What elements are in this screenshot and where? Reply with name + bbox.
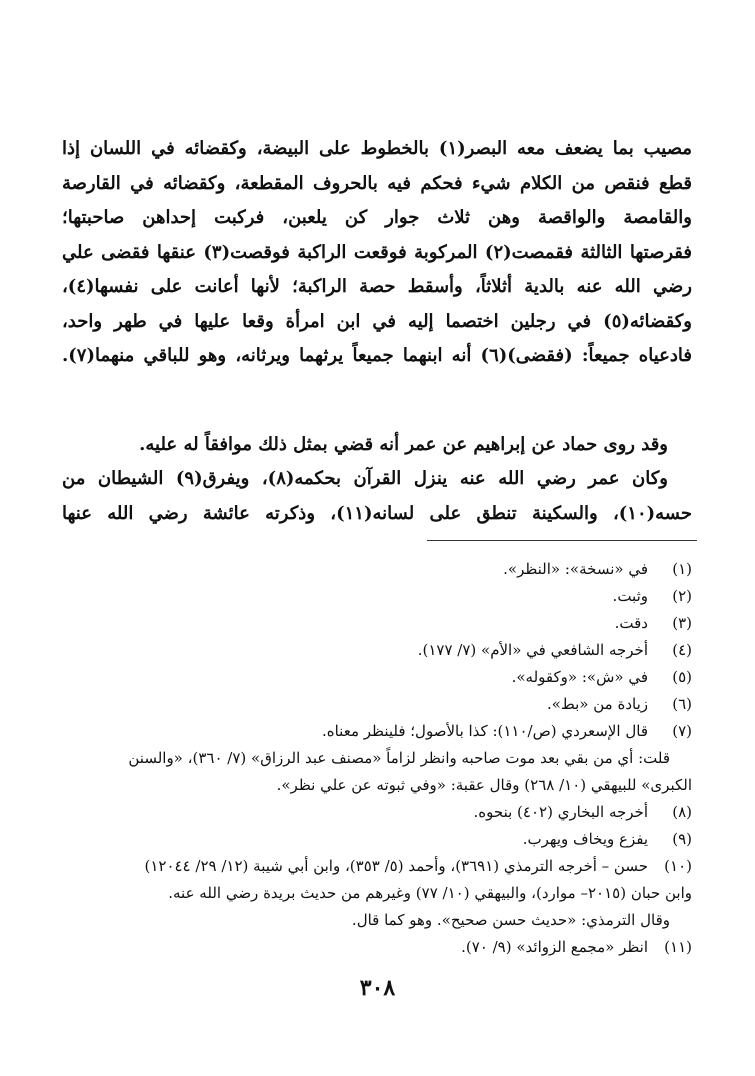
footnote-text: وقال الترمذي: «حديث حسن صحيح». وهو كما قال. (351, 911, 670, 929)
footnote-text: في «نسخة»: «النظر». (503, 560, 648, 578)
footnote-number: (٤) (672, 641, 692, 659)
text-line: وكقضائه(٥) في رجلين اختصما إليه في ابن امرأة وقعا عليها في طهر واحد، (62, 310, 692, 332)
text-line: حسه(١٠)، والسكينة تنطق على لسانه(١١)، وذكرته عائشة رضي الله عنها (62, 502, 692, 524)
footnote-text: حسن – أخرجه الترمذي (٣٦٩١)، وأحمد (٥/ ٣٥٣)، وابن أبي شيبة (١٢/ ٢٩/ ١٢٠٤٤) (144, 857, 648, 875)
text-line: رضي الله عنه بالدية أثلاثاً، وأسقط حصة الراكبة؛ لأنها أعانت على نفسها(٤)، (62, 276, 692, 297)
text-line: والقامصة والواقصة وهن ثلاث جوار كن يلعبن، فركبت إحداهن صاحبتها؛ (62, 207, 692, 228)
footnote-text: أخرجه البخاري (٤٠٢) بنحوه. (473, 803, 648, 821)
footnote-continuation (62, 880, 692, 907)
text-line: قطع فنقص من الكلام شيء فحكم فيه بالحروف المقطعة، وكقضائه في القارصة (62, 172, 692, 194)
footnote-text: وثبت. (612, 587, 648, 605)
footnote-text: دقت. (614, 614, 648, 632)
footnote (62, 853, 692, 880)
footnote (62, 556, 692, 583)
page-number: ٣٠٨ (359, 975, 396, 1001)
footnote (62, 610, 692, 637)
footnote-text: انظر «مجمع الزوائد» (٩/ ٧٠). (461, 938, 648, 956)
footnote-number: (٩) (672, 830, 692, 848)
footnote (62, 718, 692, 745)
footnote-text: الكبرى» للبيهقي (١٠/ ٢٦٨) وقال عقبة: «وفي ثبوته عن علي نظر». (276, 776, 692, 794)
footnote-separator (427, 540, 697, 541)
footnote-number: (١١) (664, 938, 692, 956)
footnote (62, 799, 692, 826)
footnote-number: (٧) (672, 722, 692, 740)
footnote-text: قلت: أي من بقي بعد موت صاحبه وانظر لزاماً «مصنف عبد الرزاق» (٧/ ٣٦٠)، «والسنن (128, 749, 670, 767)
footnote-number: (٣) (672, 614, 692, 632)
footnote-continuation (62, 772, 692, 799)
footnote (62, 826, 692, 853)
footnote-text: وابن حبان (٢٠١٥– موارد)، والبيهقي (١٠/ ٧٧) وغيرهم من حديث بريدة رضي الله عنه. (168, 884, 692, 902)
footnote-continuation (62, 745, 692, 772)
footnote-number: (١٠) (664, 857, 692, 875)
footnote-text: يفزع ويخاف ويهرب. (522, 830, 648, 848)
footnote-number: (٢) (672, 587, 692, 605)
text-line: وقد روى حماد عن إبراهيم عن عمر أنه قضي بمثل ذلك موافقاً له عليه. (139, 434, 668, 455)
footnote-number: (٥) (672, 668, 692, 686)
paragraph-1 (62, 132, 692, 374)
footnote (62, 583, 692, 610)
footnote (62, 934, 692, 961)
text-line: مصيب بما يضعف معه البصر(١) بالخطوط على البيضة، وكقضائه في اللسان إذا (62, 138, 692, 159)
footnote (62, 691, 692, 718)
footnote-continuation (62, 907, 692, 934)
text-line: فادعياه جميعاً: (فقضى)(٦) أنه ابنهما جميعاً يرثهما ويرثانه، وهو للباقي منهما(٧). (62, 345, 692, 366)
footnote-text: أخرجه الشافعي في «الأم» (٧/ ١٧٧). (417, 641, 648, 659)
text-line: فقرصتها الثالثة فقمصت(٢) المركوبة فوقعت الراكبة فوقصت(٣) عنقها فقضى علي (62, 241, 692, 263)
footnote (62, 637, 692, 664)
footnote (62, 664, 692, 691)
paragraph-2 (62, 428, 692, 462)
paragraph-3 (62, 462, 692, 531)
footnote-text: في «ش»: «وكقوله». (511, 668, 648, 686)
footnote-text: زيادة من «بط». (546, 695, 648, 713)
footnotes (62, 556, 692, 961)
text-line: وكان عمر رضي الله عنه ينزل القرآن بحكمه(٨)، ويفرق(٩) الشيطان من (62, 468, 668, 489)
footnote-number: (٨) (672, 803, 692, 821)
footnote-number: (١) (672, 560, 692, 578)
footnote-text: قال الإسعردي (ص/١١٠): كذا بالأصول؛ فلينظر معناه. (321, 722, 648, 740)
footnote-number: (٦) (672, 695, 692, 713)
